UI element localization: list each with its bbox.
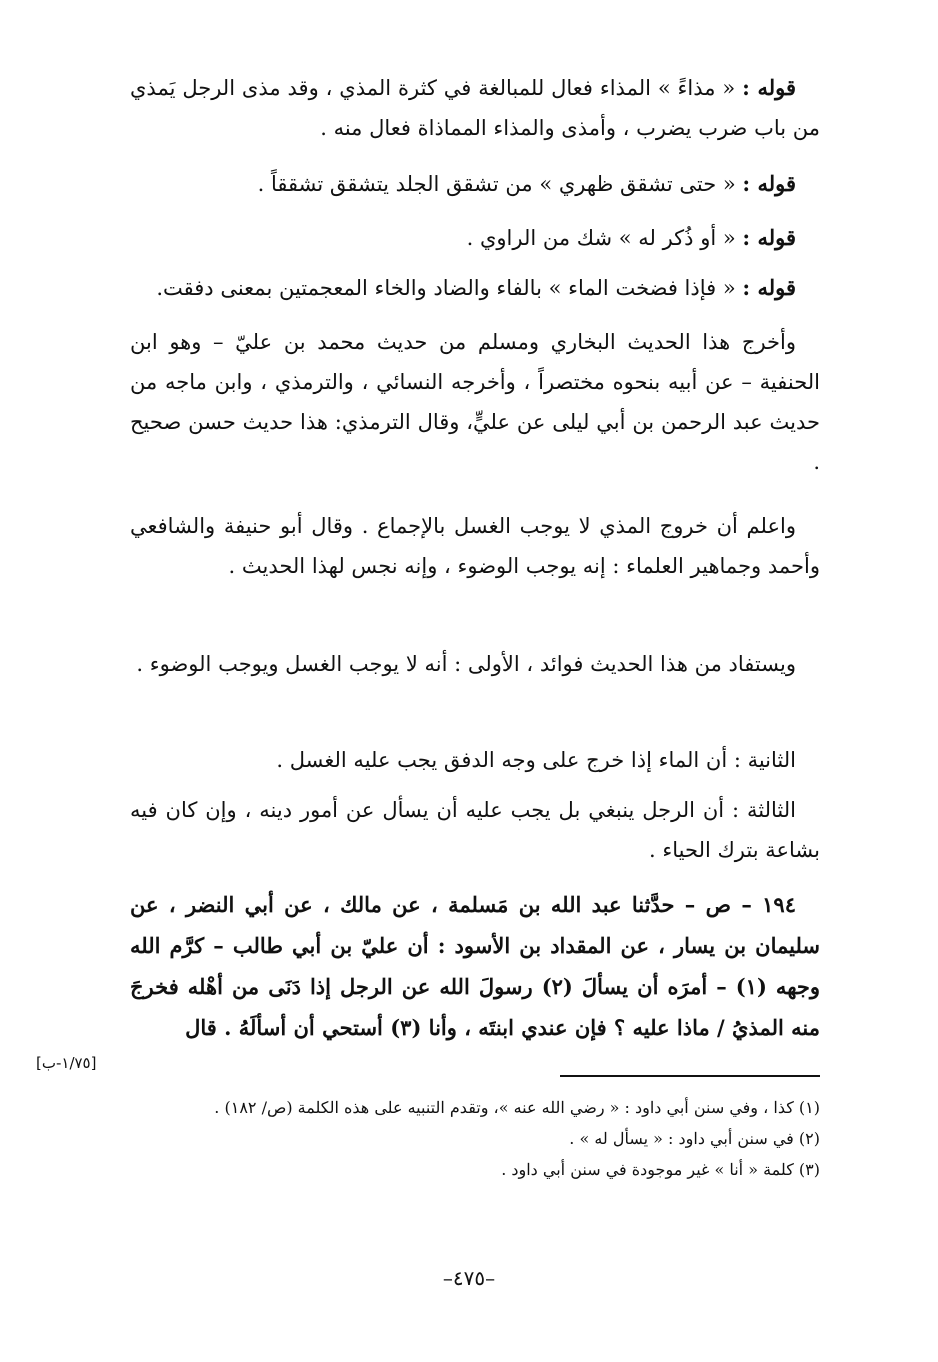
- paragraph-text: « فإذا فضخت الماء » بالفاء والضاد والخاء المعجمتين بمعنى دفقت.: [156, 276, 736, 300]
- commentary-paragraph-7: [130, 644, 820, 684]
- page-number: –٤٧٥–: [442, 1266, 496, 1290]
- qawluh-label: قوله :: [742, 75, 796, 100]
- paragraph-fadakhta: [130, 268, 820, 308]
- commentary-paragraph-1: [130, 68, 820, 148]
- footnote-3: (٣) كلمة « أنا » غير موجودة في سنن أبي داود .: [501, 1160, 820, 1179]
- commentary-paragraph-9: [130, 790, 820, 870]
- commentary-paragraph-6: [130, 506, 820, 586]
- paragraph-second: الثانية : أن الماء إذا خرج على وجه الدفق يجب عليه الغسل .: [276, 748, 796, 772]
- commentary-paragraph-3: [130, 218, 820, 258]
- paragraph-fawaid: ويستفاد من هذا الحديث فوائد ، الأولى : أنه لا يوجب الغسل ويوجب الوضوء .: [136, 652, 796, 676]
- paragraph-text: « حتى تشقق ظهري » من تشقق الجلد يتشقق تشققاً .: [257, 172, 736, 196]
- commentary-paragraph-8: [130, 740, 820, 780]
- commentary-paragraph-5: [130, 322, 820, 482]
- commentary-paragraph-2: [130, 164, 820, 204]
- qawluh-label: قوله :: [742, 225, 796, 250]
- footnotes: [130, 1092, 820, 1185]
- qawluh-label: قوله :: [742, 275, 796, 300]
- paragraph-takhrij: وأخرج هذا الحديث البخاري ومسلم من حديث محمد بن عليّ – وهو ابن الحنفية – عن أبيه بنحوه مختصراً ، وأخرجه النسائي ، والترمذي ، وابن ماجه من حديث عبد الرحمن بن أبي ليلى عن عليٍّ، وقال الترمذي: هذا حديث حسن صحيح .: [130, 330, 820, 474]
- paragraph-text: « مذاءً » المذاء فعال للمبالغة في كثرة المذي ، وقد مذى الرجل يَمذي من باب ضرب يضرب ، وأمذى والمذاء المماذاة فعال منه .: [130, 76, 820, 140]
- hadith-194: [130, 884, 820, 1048]
- paragraph-text: « أو ذُكر له » شك من الراوي .: [466, 226, 736, 250]
- paragraph-tashaqquq: [130, 164, 820, 204]
- commentary-paragraph-4: [130, 268, 820, 308]
- paragraph-third: الثالثة : أن الرجل ينبغي بل يجب عليه أن يسأل عن أمور دينه ، وإن كان فيه بشاعة بترك الحياء .: [130, 798, 820, 862]
- footnote-1: (١) كذا ، وفي سنن أبي داود : « رضي الله عنه »، وتقدم التنبيه على هذه الكلمة (ص/ ١٨٢) .: [214, 1098, 820, 1117]
- footnote-separator: [560, 1075, 820, 1077]
- footnote-2: (٢) في سنن أبي داود : « يسأل له » .: [569, 1129, 820, 1148]
- qawluh-label: قوله :: [742, 171, 796, 196]
- paragraph-mazaa: [130, 68, 820, 148]
- hadith-text: ١٩٤ – ص – حدَّثنا عبد الله بن مَسلمة ، عن مالك ، عن أبي النضر ، عن سليمان بن يسار ، عن المقداد بن الأسود : أن عليّ بن أبي طالب – كرَّم الله وجهه (١) – أمرَه أن يسألَ (٢) رسولَ الله عن الرجل إذا دَنَى من أهْله فخرجَ منه المذيُ / ماذا عليه ؟ فإن عندي ابنتَه ، وأنا (٣) أستحي أن أسألَهُ . قال: [130, 892, 820, 1040]
- paragraph-dhukira: [130, 218, 820, 258]
- paragraph-ijma: واعلم أن خروج المذي لا يوجب الغسل بالإجماع . وقال أبو حنيفة والشافعي وأحمد وجماهير العلماء : إنه يوجب الوضوء ، وإنه نجس لهذا الحديث .: [130, 514, 820, 578]
- margin-folio-reference: [١/٧٥-ب]: [36, 1054, 97, 1072]
